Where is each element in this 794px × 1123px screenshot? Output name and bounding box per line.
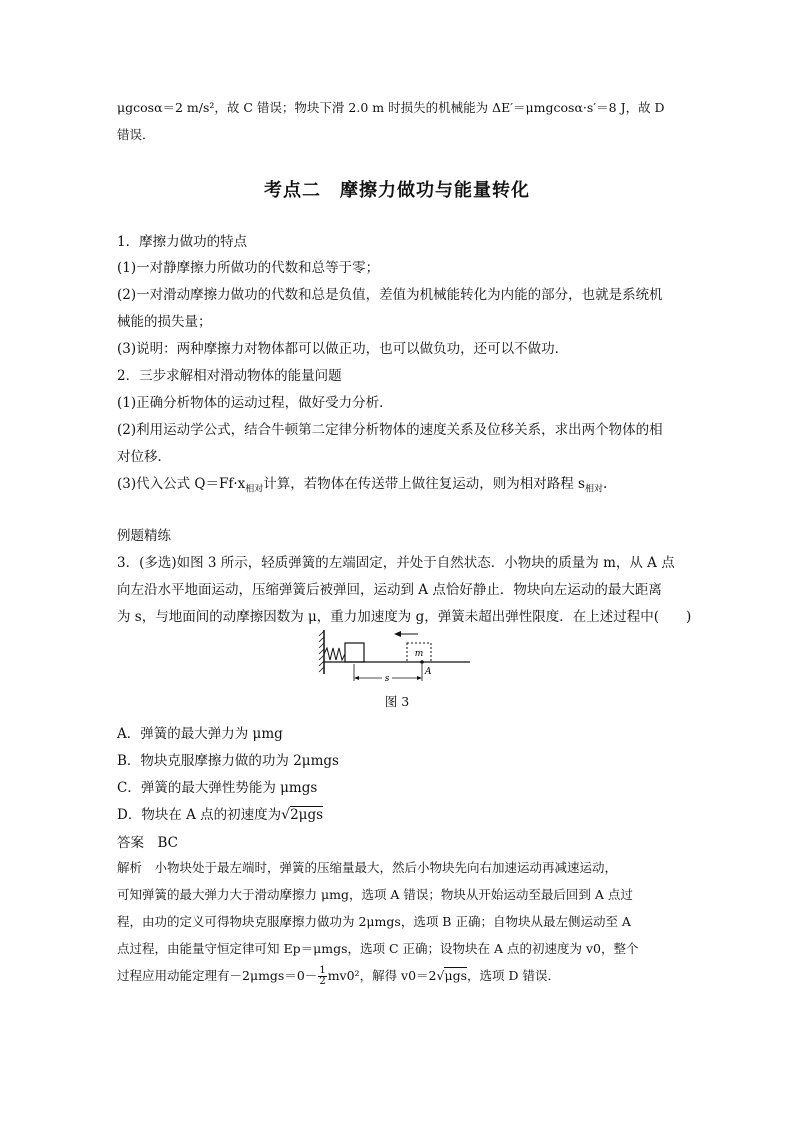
option-b: B．物块克服摩擦力做的功为 2μmgs xyxy=(117,753,339,769)
option-d xyxy=(117,803,323,823)
spring-block-figure xyxy=(318,628,478,683)
distance-label: s xyxy=(384,674,390,683)
analysis-l5-pre: 过程应用动能定理有－2μmgs＝0－ xyxy=(117,968,318,983)
part2-item3-pre: (3)代入公式 Q＝Ff·x xyxy=(117,476,246,492)
part2-item2-line1: (2)利用运动学公式，结合牛顿第二定律分析物体的速度关系及位移关系，求出两个物体的相 xyxy=(117,422,663,438)
part2-item3-sub1: 相对 xyxy=(245,484,264,495)
part2-item3-end: . xyxy=(603,476,608,492)
analysis-line-5 xyxy=(117,966,684,987)
part1-heading: 1．摩擦力做功的特点 xyxy=(117,234,248,250)
carryover-line-1: μgcosα＝2 m/s²，故 C 错误；物块下滑 2.0 m 时损失的机械能为 ΔE′＝μmgcosα·s′＝8 J，故 D xyxy=(117,100,665,115)
option-c: C．弹簧的最大弹性势能为 μmgs xyxy=(117,780,318,796)
section-title: 考点二 摩擦力做功与能量转化 xyxy=(264,180,530,201)
part2-item3-mid: 计算，若物体在传送带上做往复运动，则为相对路程 s xyxy=(263,476,585,492)
fraction-numerator: 1 xyxy=(319,965,326,976)
part2-item2-line2: 对位移． xyxy=(117,449,171,465)
part2-item3-sub2: 相对 xyxy=(584,484,603,495)
analysis-line-1: 解析 小物块处于最左端时，弹簧的压缩量最大，然后小物块先向右加速运动再减速运动， xyxy=(117,860,618,875)
analysis-line-4: 点过程，由能量守恒定律可知 Ep＝μmgs，选项 C 正确；设物块在 A 点的初速度为 v0，整个 xyxy=(117,941,639,956)
option-a: A．弹簧的最大弹力为 μmg xyxy=(117,726,283,742)
part1-item3: (3)说明：两种摩擦力对物体都可以做正功，也可以做负功，还可以不做功． xyxy=(117,341,569,357)
question-line-3: 为 s，与地面间的动摩擦因数为 μ，重力加速度为 g，弹簧未超出弹性限度．在上述过程中( ) xyxy=(117,609,692,625)
question-line-2: 向左沿水平地面运动，压缩弹簧后被弹回，运动到 A 点恰好静止．物块向左运动的最大距离 xyxy=(117,582,662,598)
figure-caption: 图 3 xyxy=(384,694,410,709)
fraction-denominator: 2 xyxy=(319,976,326,987)
example-label: 例题精练 xyxy=(117,528,171,544)
dimension-arrow-right xyxy=(417,676,422,680)
dimension-arrow-left xyxy=(354,676,359,680)
sqrt-sign: √ xyxy=(281,807,291,823)
fraction-half xyxy=(318,966,326,987)
answer-line: 答案 BC xyxy=(117,835,179,851)
block-at-rest xyxy=(345,643,364,662)
part1-item2-line1: (2)一对滑动摩擦力做功的代数和总是负值，差值为机械能转化为内能的部分，也就是系统机 xyxy=(117,287,663,303)
part1-item2-line2: 械能的损失量； xyxy=(117,314,212,330)
analysis-l5-mid: mv0²，解得 v0＝2 xyxy=(327,968,437,983)
analysis-line-2: 可知弹簧的最大弹力大于滑动摩擦力 μmg，选项 A 错误；物块从开始运动至最后回到 A 点过 xyxy=(117,887,633,902)
option-d-radicand: 2μgs xyxy=(290,807,324,823)
option-d-text: D．物块在 A 点的初速度为 xyxy=(117,807,282,823)
analysis-line-3: 程，由功的定义可得物块克服摩擦力做功为 2μmgs，选项 B 正确；自物块从最左侧运动至 A xyxy=(117,914,631,929)
point-a-dot xyxy=(420,660,424,664)
point-a-label: A xyxy=(425,667,432,677)
analysis-radicand: μgs xyxy=(444,968,468,983)
part2-heading: 2．三步求解相对滑动物体的能量问题 xyxy=(117,368,342,384)
motion-arrowhead xyxy=(394,631,401,637)
part1-item1: (1)一对静摩擦力所做功的代数和总等于零； xyxy=(117,260,380,276)
carryover-line-2: 错误． xyxy=(117,127,155,142)
sqrt-sign-2: √ xyxy=(436,968,445,983)
analysis-l5-end: ，选项 D 错误． xyxy=(467,968,561,983)
question-line-1: 3．(多选)如图 3 所示，轻质弹簧的左端固定，并处于自然状态．小物块的质量为 m，从 A 点 xyxy=(117,555,675,571)
part2-item3 xyxy=(117,472,684,495)
spring xyxy=(324,648,345,660)
part2-item1: (1)正确分析物体的运动过程，做好受力分析． xyxy=(117,395,393,411)
block-label: m xyxy=(414,649,424,659)
